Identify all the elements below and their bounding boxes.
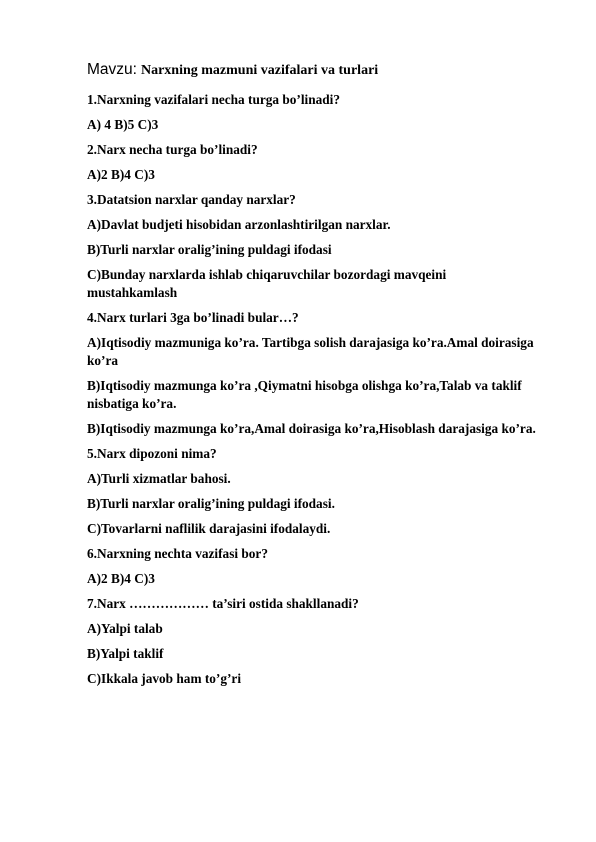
answer-4c: B)Iqtisodiy mazmunga ko’ra,Amal doirasiga ko’ra,Hisoblash darajasiga ko’ra. <box>87 421 536 436</box>
title-text: Narxning mazmuni vazifalari va turlari <box>140 63 379 78</box>
answer-options-6: A)2 B)4 C)3 <box>87 571 155 586</box>
answer-5a: A)Turli xizmatlar bahosi. <box>87 471 231 486</box>
answer-4a: A)Iqtisodiy mazmuniga ko’ra. Tartibga solish darajasiga ko’ra.Amal doirasiga ko’ra <box>87 335 534 368</box>
answer-5c: C)Tovarlarni naflilik darajasini ifodalaydi. <box>87 521 331 536</box>
answer-3c: C)Bunday narxlarda ishlab chiqaruvchilar bozordagi mavqeini mustahkamlash <box>87 267 447 300</box>
answer-3a: A)Davlat budjeti hisobidan arzonlashtirilgan narxlar. <box>87 217 391 232</box>
answer-options-1: A) 4 B)5 C)3 <box>87 117 159 132</box>
answer-7c: C)Ikkala javob ham to’g’ri <box>87 671 242 686</box>
answer-3b: B)Turli narxlar oralig’ining puldagi ifodasi <box>87 242 332 257</box>
document-page <box>87 61 537 695</box>
answer-4b: B)Iqtisodiy mazmunga ko’ra ,Qiymatni hisobga olishga ko’ra,Talab va taklif nisbatiga ko’ra. <box>87 378 522 411</box>
answer-7b: B)Yalpi taklif <box>87 646 164 661</box>
question-3: 3.Datatsion narxlar qanday narxlar? <box>87 192 296 207</box>
question-2: 2.Narx necha turga bo’linadi? <box>87 142 258 157</box>
question-6: 6.Narxning nechta vazifasi bor? <box>87 546 268 561</box>
question-7: 7.Narx ……………… ta’siri ostida shakllanadi? <box>87 596 359 611</box>
question-5: 5.Narx dipozoni nima? <box>87 446 217 461</box>
document-title <box>87 61 537 80</box>
answer-7a: A)Yalpi talab <box>87 621 163 636</box>
answer-options-2: A)2 B)4 C)3 <box>87 167 155 182</box>
question-4: 4.Narx turlari 3ga bo’linadi bular…? <box>87 310 299 325</box>
title-label: Mavzu: <box>87 61 137 78</box>
question-1: 1.Narxning vazifalari necha turga bo’linadi? <box>87 92 341 107</box>
answer-5b: B)Turli narxlar oralig’ining puldagi ifodasi. <box>87 496 335 511</box>
